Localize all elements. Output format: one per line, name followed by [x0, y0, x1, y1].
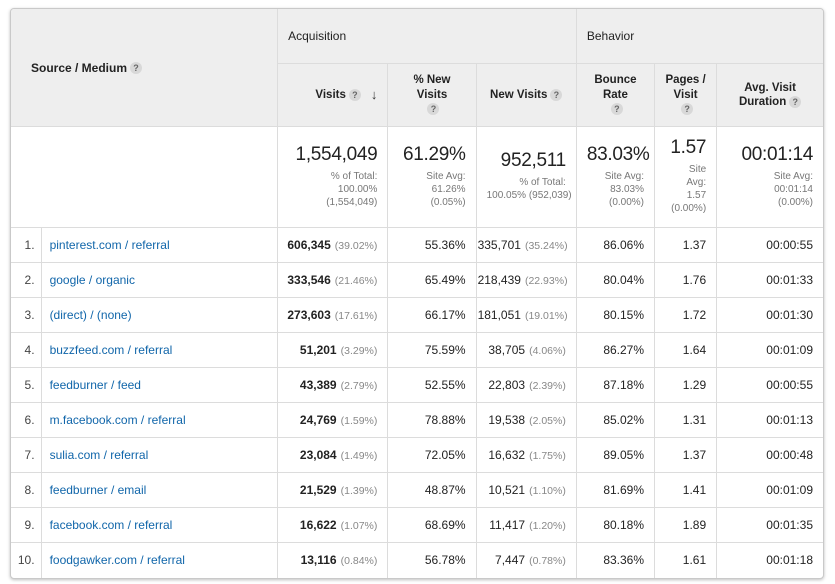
row-bounce-rate: 81.69% [576, 473, 654, 508]
row-avg-duration: 00:01:18 [766, 553, 813, 568]
summary-new-visits-pct-note-1: 61.26% [431, 183, 466, 195]
row-new-visits-share: (1.10%) [529, 485, 566, 497]
row-pages-visit: 1.37 [655, 228, 717, 263]
summary-bounce-rate [576, 127, 654, 228]
row-visits-pct: (1.59%) [340, 415, 378, 427]
row-new-visits-value: 22,803 [488, 378, 526, 392]
avg-duration-label: Avg. Visit Duration [738, 81, 796, 108]
row-index: 4. [11, 333, 41, 368]
summary-pages-visit-note-1: Avg: [686, 177, 707, 188]
source-link[interactable]: facebook.com / referral [49, 518, 173, 532]
source-link[interactable]: foodgawker.com / referral [49, 553, 185, 568]
acquisition-group-header [278, 9, 577, 64]
row-new-visits-pct: 68.69% [388, 508, 476, 543]
summary-bounce-rate-note-0: Site Avg: [604, 170, 645, 182]
row-visits-value: 16,622 [299, 518, 337, 532]
row-visits [278, 333, 388, 368]
help-icon[interactable]: ? [349, 89, 361, 101]
traffic-sources-table [10, 8, 824, 579]
row-index: 8. [11, 473, 41, 508]
summary-pages-visit-value: 1.57 [670, 137, 707, 158]
table-row [11, 473, 823, 508]
row-visits [278, 473, 388, 508]
row-new-visits [476, 403, 576, 438]
row-visits-value: 333,546 [287, 273, 331, 287]
summary-visits-note-2: (1,554,049) [326, 196, 378, 208]
summary-avg-duration-value: 00:01:14 [741, 143, 813, 165]
row-visits-pct: (0.84%) [340, 555, 378, 568]
row-visits-pct: (39.02%) [334, 240, 378, 252]
row-new-visits-pct: 52.55% [388, 368, 476, 403]
row-source-cell [41, 543, 278, 578]
row-new-visits-pct: 56.78% [388, 543, 476, 578]
row-source-cell [41, 228, 278, 263]
table-row [11, 368, 823, 403]
row-index: 5. [11, 368, 41, 403]
row-bounce-rate: 85.02% [576, 403, 654, 438]
row-visits-value: 43,389 [299, 378, 337, 392]
row-bounce-rate: 80.04% [576, 263, 654, 298]
summary-visits [278, 127, 388, 228]
row-visits-value: 24,769 [299, 413, 337, 427]
row-source-cell [41, 403, 278, 438]
row-visits-value: 23,084 [299, 448, 337, 462]
row-visits [278, 298, 388, 333]
row-new-visits-share: (2.39%) [529, 380, 566, 392]
new-visits-pct-label: % New Visits [413, 74, 451, 101]
pages-visit-label: Pages / Visit [665, 74, 706, 101]
summary-new-visits-note-0: % of Total: [519, 177, 566, 188]
row-pages-visit: 1.31 [655, 403, 717, 438]
header-group-row [11, 9, 823, 64]
row-index: 7. [11, 438, 41, 473]
row-new-visits-value: 7,447 [495, 553, 526, 568]
row-source-cell [41, 298, 278, 333]
row-avg-duration: 00:01:30 [717, 298, 823, 333]
row-pages-visit: 1.76 [655, 263, 717, 298]
summary-pages-visit-note-2: 1.57 [686, 190, 707, 201]
row-visits-pct: (2.79%) [340, 380, 378, 392]
row-new-visits-share: (0.78%) [529, 555, 566, 568]
summary-bounce-rate-note-1: 83.03% [610, 183, 645, 195]
row-new-visits-share: (1.75%) [529, 450, 566, 462]
bounce-rate-label: Bounce Rate [594, 74, 637, 101]
row-index: 6. [11, 403, 41, 438]
new-visits-label: New Visits [490, 88, 548, 101]
row-new-visits-value: 16,632 [488, 448, 526, 462]
row-new-visits-pct: 66.17% [388, 298, 476, 333]
row-bounce-rate: 80.15% [576, 298, 654, 333]
row-visits [278, 508, 388, 543]
row-source-cell [41, 333, 278, 368]
row-index: 2. [11, 263, 41, 298]
summary-new-visits-pct-note-2: (0.05%) [430, 196, 466, 208]
row-new-visits [476, 473, 576, 508]
row-visits [278, 543, 388, 578]
summary-blank-cell [11, 127, 278, 228]
summary-pages-visit [655, 127, 717, 228]
row-pages-visit: 1.61 [655, 543, 717, 578]
behavior-group-header [576, 9, 823, 64]
table-row [11, 333, 823, 368]
row-new-visits-value: 11,417 [489, 518, 526, 532]
row-index: 9. [11, 508, 41, 543]
row-visits-value: 606,345 [287, 238, 331, 252]
summary-new-visits-value: 952,511 [500, 150, 566, 171]
row-avg-duration: 00:01:33 [717, 263, 823, 298]
summary-visits-note-0: % of Total: [330, 170, 378, 182]
source-link[interactable]: buzzfeed.com / referral [49, 343, 173, 357]
row-source-cell [41, 263, 278, 298]
column-header-new-visits-pct[interactable] [388, 64, 476, 127]
row-pages-visit: 1.37 [655, 438, 717, 473]
column-header-visits[interactable] [278, 64, 388, 127]
help-icon[interactable]: ? [611, 103, 623, 115]
row-avg-duration: 00:01:09 [717, 473, 823, 508]
source-link[interactable]: feedburner / email [49, 483, 147, 497]
summary-avg-duration-note-1: 00:01:14 [774, 183, 813, 195]
row-new-visits-value: 38,705 [488, 343, 526, 357]
row-visits-value: 273,603 [287, 308, 331, 322]
source-link[interactable]: (direct) / (none) [49, 308, 132, 322]
row-new-visits-share: (22.93%) [524, 275, 568, 287]
summary-new-visits-note-1: 100.05% (952,039) [486, 190, 572, 201]
row-new-visits-share: (4.06%) [529, 345, 566, 357]
row-new-visits-pct: 55.36% [388, 228, 476, 263]
row-new-visits-share: (1.20%) [529, 520, 566, 532]
summary-row [11, 127, 823, 228]
row-pages-visit: 1.64 [655, 333, 717, 368]
summary-pages-visit-note-0: Site [688, 164, 707, 175]
table-row [11, 403, 823, 438]
visits-label: Visits [315, 89, 346, 102]
row-bounce-rate: 87.18% [576, 368, 654, 403]
row-source-cell [41, 368, 278, 403]
table-row [11, 263, 823, 298]
row-pages-visit: 1.89 [655, 508, 717, 543]
row-avg-duration: 00:01:13 [717, 403, 823, 438]
help-icon[interactable]: ? [550, 89, 562, 101]
down-arrow-icon[interactable]: ↓ [370, 86, 378, 102]
row-visits-pct: (1.07%) [340, 520, 378, 532]
row-pages-visit: 1.29 [655, 368, 717, 403]
row-new-visits [476, 508, 576, 543]
row-new-visits [476, 263, 576, 298]
table-row [11, 543, 823, 578]
source-link[interactable]: feedburner / feed [49, 378, 141, 392]
table-row [11, 438, 823, 473]
source-link[interactable]: m.facebook.com / referral [49, 413, 186, 427]
summary-bounce-rate-note-2: (0.00%) [609, 196, 645, 208]
summary-new-visits-pct-value: 61.29% [402, 143, 466, 165]
row-new-visits-pct: 72.05% [388, 438, 476, 473]
source-link[interactable]: pinterest.com / referral [49, 238, 170, 252]
row-source-cell [41, 438, 278, 473]
summary-new-visits-pct-note-0: Site Avg: [426, 170, 466, 182]
table-row [11, 298, 823, 333]
row-bounce-rate: 86.27% [576, 333, 654, 368]
row-visits [278, 228, 388, 263]
row-bounce-rate: 86.06% [576, 228, 654, 263]
row-index: 3. [11, 298, 41, 333]
source-medium-header[interactable] [11, 9, 278, 127]
column-header-new-visits[interactable] [476, 64, 576, 127]
row-index: 1. [11, 228, 41, 263]
summary-visits-note-1: 100.00% [337, 183, 378, 195]
row-visits [278, 263, 388, 298]
row-bounce-rate: 80.18% [576, 508, 654, 543]
column-header-bounce-rate[interactable] [576, 64, 654, 127]
summary-avg-duration [717, 127, 823, 228]
row-new-visits-value: 10,521 [488, 483, 526, 497]
row-new-visits-pct: 75.59% [388, 333, 476, 368]
help-icon[interactable]: ? [681, 103, 693, 115]
summary-visits-value: 1,554,049 [295, 143, 378, 165]
table-row [11, 228, 823, 263]
behavior-group-label: Behavior [586, 29, 635, 43]
row-new-visits-value: 218,439 [477, 273, 521, 287]
summary-avg-duration-note-2: (0.00%) [777, 196, 813, 208]
row-visits-pct: (1.49%) [340, 450, 378, 462]
row-new-visits [476, 228, 576, 263]
row-new-visits [476, 368, 576, 403]
help-icon[interactable]: ? [427, 103, 439, 115]
row-new-visits-pct: 78.88% [388, 403, 476, 438]
row-new-visits-share: (2.05%) [529, 415, 566, 427]
row-bounce-rate: 89.05% [576, 438, 654, 473]
row-visits-value: 13,116 [300, 553, 337, 568]
source-link[interactable]: google / organic [49, 273, 135, 287]
row-bounce-rate: 83.36% [576, 543, 654, 578]
help-icon[interactable]: ? [789, 96, 801, 108]
row-visits-pct: (1.39%) [340, 485, 378, 497]
column-header-avg-duration[interactable] [717, 64, 823, 127]
row-source-cell [41, 473, 278, 508]
row-new-visits-pct: 48.87% [388, 473, 476, 508]
column-header-pages-visit[interactable] [655, 64, 717, 127]
row-visits-pct: (21.46%) [334, 275, 378, 287]
row-visits-pct: (17.61%) [334, 310, 378, 322]
row-visits [278, 368, 388, 403]
row-new-visits [476, 543, 576, 578]
row-new-visits-value: 181,051 [477, 308, 521, 322]
row-avg-duration: 00:00:55 [717, 228, 823, 263]
row-pages-visit: 1.72 [655, 298, 717, 333]
row-new-visits [476, 333, 576, 368]
row-source-cell [41, 508, 278, 543]
source-medium-label: Source / Medium [31, 60, 128, 75]
row-new-visits-value: 335,701 [477, 238, 521, 252]
row-avg-duration: 00:01:09 [717, 333, 823, 368]
row-visits-value: 21,529 [299, 483, 337, 497]
row-pages-visit: 1.41 [655, 473, 717, 508]
summary-new-visits-pct [388, 127, 476, 228]
table-row [11, 508, 823, 543]
row-visits [278, 438, 388, 473]
summary-avg-duration-note-0: Site Avg: [773, 170, 813, 182]
report-table [11, 9, 823, 578]
row-visits-value: 51,201 [299, 343, 337, 357]
row-avg-duration: 00:00:48 [717, 438, 823, 473]
row-new-visits-share: (19.01%) [524, 310, 568, 322]
summary-new-visits [476, 127, 576, 228]
row-new-visits-value: 19,538 [488, 413, 526, 427]
row-visits [278, 403, 388, 438]
acquisition-group-label: Acquisition [288, 29, 347, 43]
row-visits-pct: (3.29%) [340, 345, 378, 357]
row-index: 10. [11, 543, 41, 578]
summary-bounce-rate-value: 83.03% [586, 143, 650, 165]
row-new-visits [476, 298, 576, 333]
row-avg-duration: 00:00:55 [717, 368, 823, 403]
row-new-visits-share: (35.24%) [524, 240, 568, 252]
row-new-visits-pct: 65.49% [388, 263, 476, 298]
help-icon[interactable]: ? [130, 62, 142, 74]
row-avg-duration: 00:01:35 [717, 508, 823, 543]
source-link[interactable]: sulia.com / referral [49, 448, 149, 462]
row-new-visits [476, 438, 576, 473]
summary-pages-visit-note-3: (0.00%) [671, 203, 707, 214]
